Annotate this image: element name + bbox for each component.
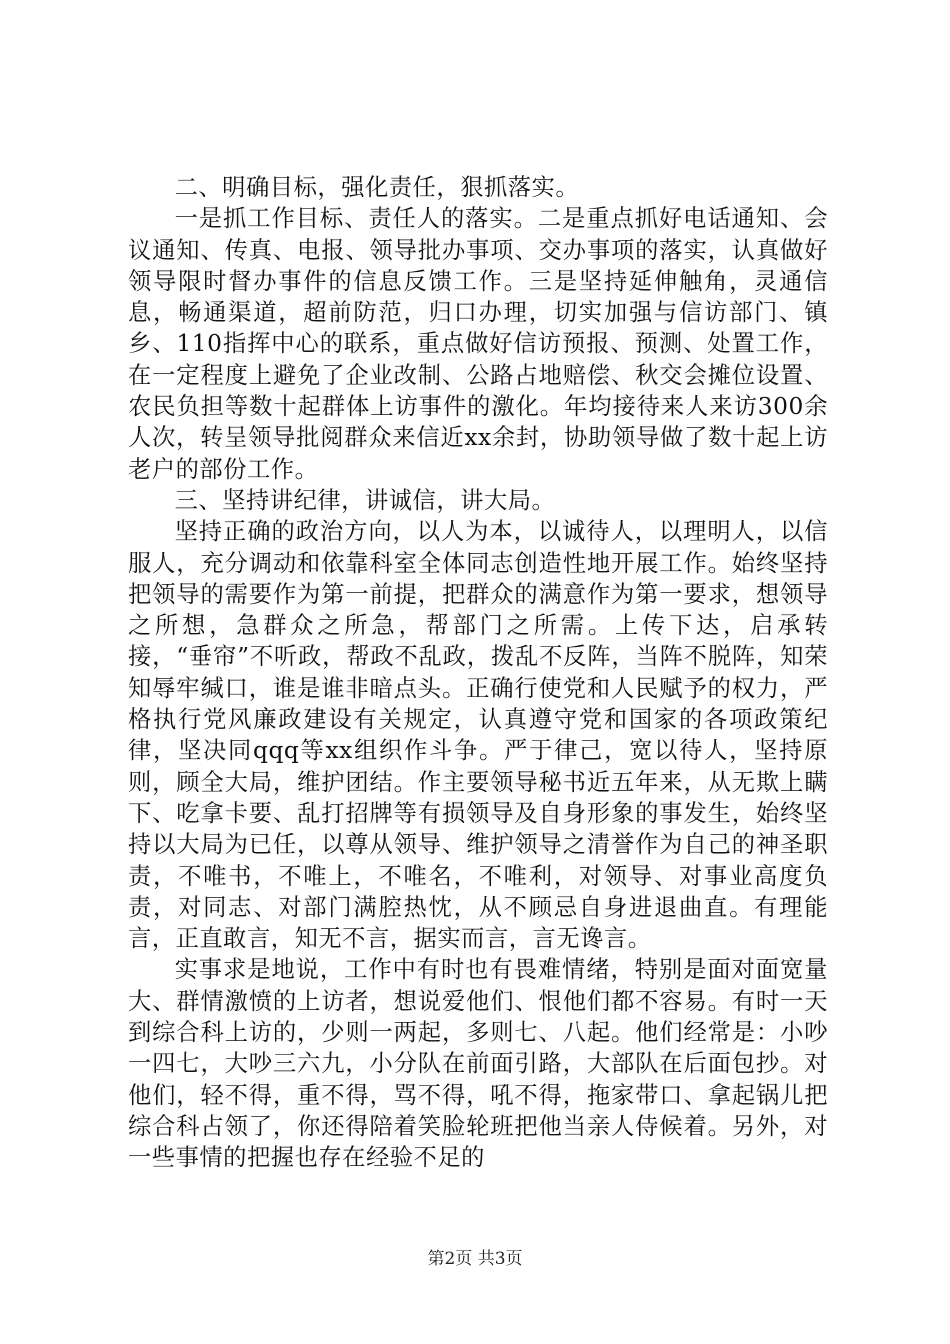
document-body xyxy=(128,172,828,1174)
body-paragraph: 坚持正确的政治方向，以人为本，以诚待人，以理明人，以信服人，充分调动和依靠科室全体同志创造性地开展工作。始终坚持把领导的需要作为第一前提，把群众的满意作为第一要求，想领导之所想，急群众之所急，帮部门之所需。上传下达，启承转接，“垂帘”不听政，帮政不乱政，拨乱不反阵，当阵不脱阵，知荣知辱牢缄口，谁是谁非暗点头。正确行使党和人民赋予的权力，严格执行党风廉政建设有关规定，认真遵守党和国家的各项政策纪律，坚决同qqq等xx组织作斗争。严于律己，宽以待人，坚持原则，顾全大局，维护团结。作主要领导秘书近五年来，从无欺上瞒下、吃拿卡要、乱打招牌等有损领导及自身形象的事发生，始终坚持以大局为已任，以尊从领导、维护领导之清誉作为自己的神圣职责，不唯书，不唯上，不唯名，不唯利，对领导、对事业高度负责，对同志、对部门满腔热忱，从不顾忌自身进退曲直。有理能言，正直敢言，知无不言，据实而言，言无谗言。 xyxy=(128,518,828,953)
section-heading-2: 二、明确目标，强化责任，狠抓落实。 xyxy=(174,174,580,201)
page-number-footer: 第2页 共3页 xyxy=(427,1249,523,1269)
body-paragraph: 一是抓工作目标、责任人的落实。二是重点抓好电话通知、会议通知、传真、电报、领导批办事项、交办事项的落实，认真做好领导限时督办事件的信息反馈工作。三是坚持延伸触角，灵通信息，畅通渠道，超前防范，归口办理，切实加强与信访部门、镇乡、110指挥中心的联系，重点做好信访预报、预测、处置工作，在一定程度上避免了企业改制、公路占地赔偿、秋交会摊位设置、农民负担等数十起群体上访事件的激化。年均接待来人来访300余人次，转呈领导批阅群众来信近xx余封，协助领导做了数十起上访老户的部份工作。 xyxy=(128,205,828,483)
section-heading-3: 三、坚持讲纪律，讲诚信，讲大局。 xyxy=(174,486,556,514)
body-paragraph: 实事求是地说，工作中有时也有畏难情绪，特别是面对面宽量大、群情激愤的上访者，想说爱他们、恨他们都不容易。有时一天到综合科上访的，少则一两起，多则七、八起。他们经常是：小吵一四七，大吵三六九，小分队在前面引路，大部队在后面包抄。对他们，轻不得，重不得，骂不得，吼不得，拖家带口、拿起锅儿把综合科占领了，你还得陪着笑脸轮班把他当亲人侍候着。另外，对一些事情的把握也存在经验不足的 xyxy=(128,956,828,1172)
